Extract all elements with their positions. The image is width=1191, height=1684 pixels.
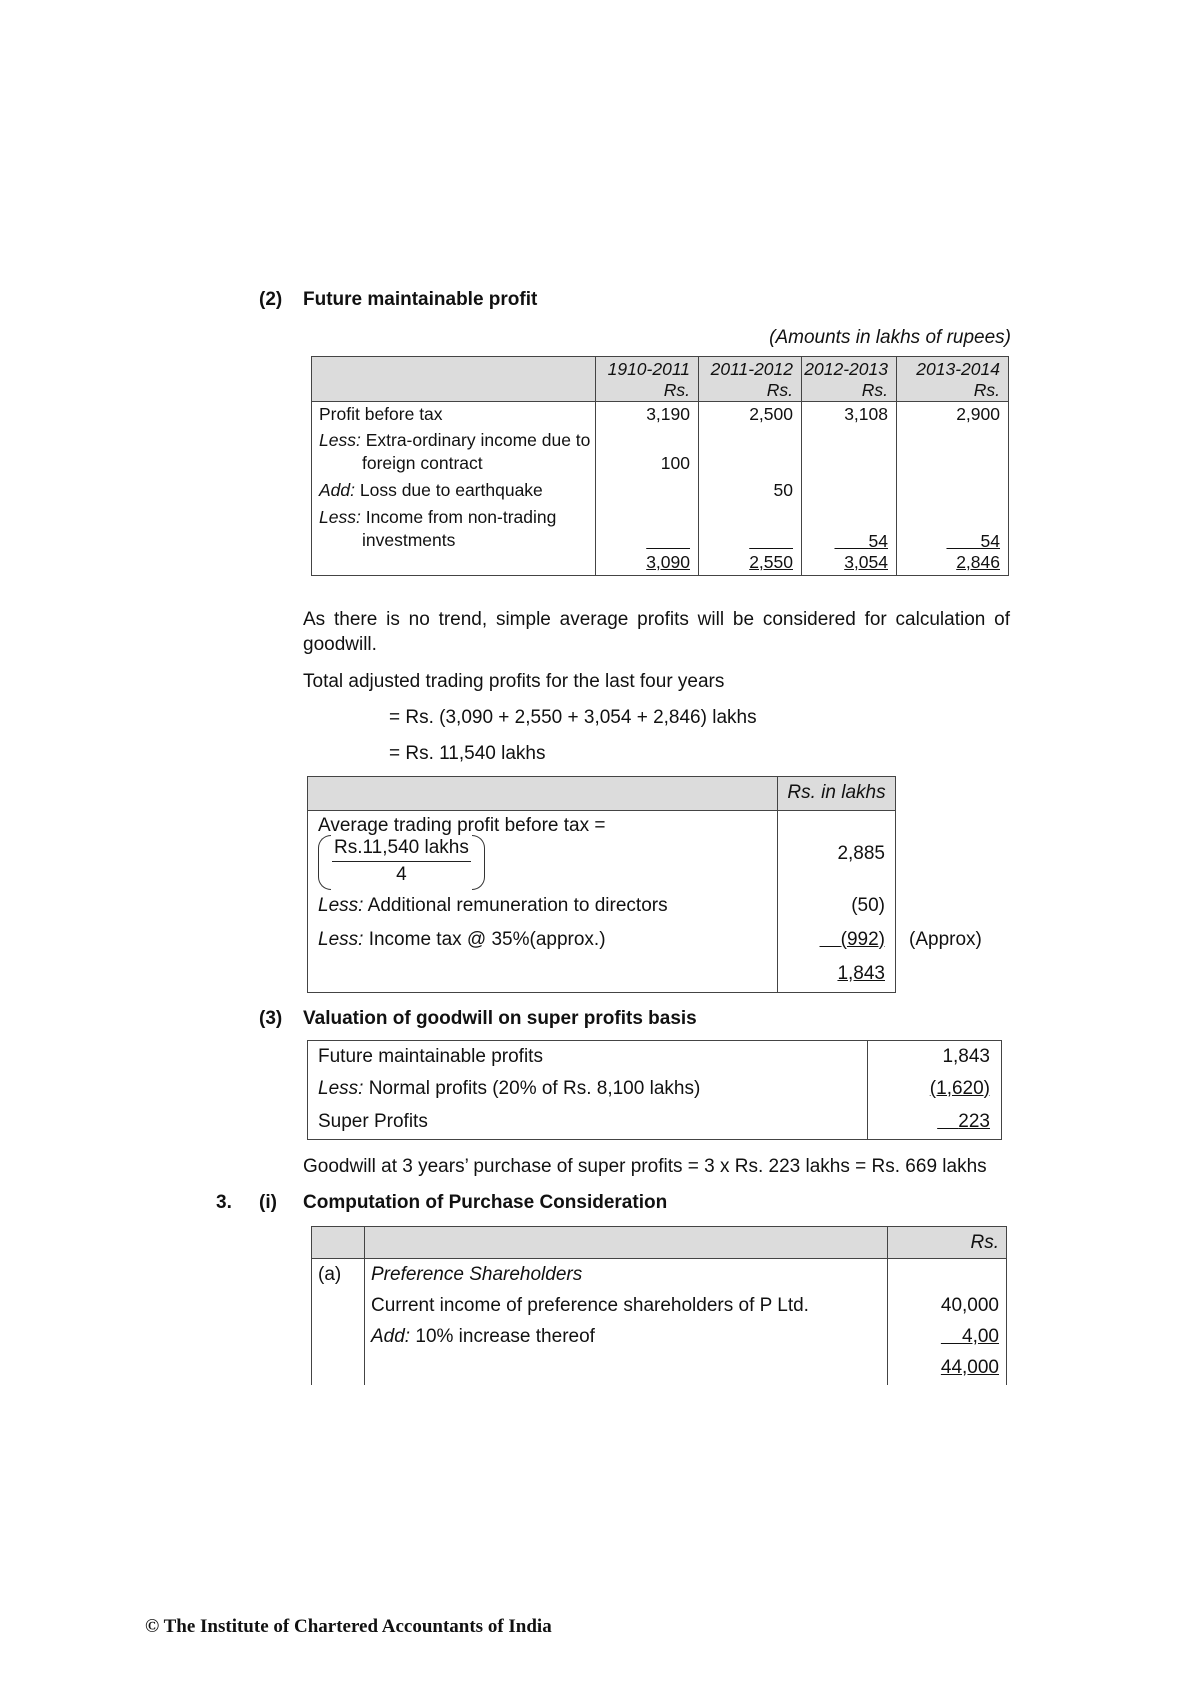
row-label: Income tax @ 35%(approx.) [368,928,606,950]
table-row [312,501,1009,552]
super-profits-table [307,1040,1002,1140]
row-label: Extra-ordinary income due to [365,430,591,450]
row-label: Normal profits (20% of Rs. 8,100 lakhs) [368,1077,701,1099]
cell-value: 3,190 [596,402,699,426]
question-title: Computation of Purchase Consideration [303,1192,668,1213]
total-row [308,959,896,993]
row-label: Future maintainable profits [318,1046,543,1067]
currency-header: Rs. [802,380,897,402]
cell-value: 54 [868,531,888,551]
section-2-title: Future maintainable profit [303,289,538,310]
cell-value: 50 [699,475,802,501]
remuneration-value: (50) [778,891,896,925]
footer-copyright: © The Institute of Chartered Accountants of India [145,1616,552,1637]
row-value: 40,000 [888,1290,1007,1322]
row-prefix: Less: [318,894,364,916]
average-label: Average trading profit before tax = [318,815,606,837]
row-value: 223 [958,1110,990,1132]
table-row [308,1041,1002,1074]
table-row [312,402,1009,426]
currency-header: Rs. [699,380,802,402]
row-prefix: Less: [319,507,361,527]
row-value: 1,843 [868,1041,1002,1074]
table-row [312,425,1009,475]
table-row [308,1107,1002,1140]
row-label: Income from non-trading [365,507,557,527]
equation-line-2: = Rs. 11,540 lakhs [389,743,546,764]
row-label: Additional remuneration to directors [367,894,668,916]
total-value: 2,846 [956,552,1000,572]
item-label: (a) [318,1264,342,1285]
fraction-denominator: 4 [396,864,407,886]
question-number: 3. [216,1192,232,1213]
goodwill-text: Goodwill at 3 years’ purchase of super profits = 3 x Rs. 223 lakhs = Rs. 669 lakhs [303,1156,987,1177]
year-header: 2013-2014 [897,357,1009,381]
year-header-row [312,357,1009,381]
totals-row [312,552,1009,576]
currency-header-row [312,380,1009,402]
year-header: 1910-2011 [596,357,699,381]
row-value: 4,00 [962,1325,999,1347]
year-header: 2012-2013 [802,357,897,381]
fraction [318,837,485,886]
rs-header: Rs. [888,1227,1007,1259]
section-3-title: Valuation of goodwill on super profits basis [303,1008,697,1029]
average-profit-table [307,776,896,993]
average-value: 2,885 [778,811,896,891]
right-paren [472,835,485,890]
total-value: 3,090 [646,552,690,572]
total-value: 2,550 [749,552,793,572]
amounts-note: (Amounts in lakhs of rupees) [769,327,1011,348]
table-row [312,475,1009,501]
future-profit-table [311,356,1009,576]
tax-value: (992) [840,928,885,950]
section-3-number: (3) [259,1008,283,1029]
remuneration-row [308,891,896,925]
trend-paragraph: As there is no trend, simple average profits will be considered for calculation of goodwill. [303,609,1010,655]
currency-header: Rs. [596,380,699,402]
left-paren [318,835,331,890]
equation-line-1: = Rs. (3,090 + 2,550 + 3,054 + 2,846) lakhs [389,707,757,728]
total-row [312,1354,1007,1385]
total-value: 44,000 [940,1356,999,1378]
table-row [312,1322,1007,1354]
cell-value: 2,900 [897,402,1009,426]
row-label: Profit before tax [319,404,443,424]
cell-value: 3,108 [802,402,897,426]
average-row [308,811,896,891]
rs-lakhs-header: Rs. in lakhs [778,777,896,811]
total-value: 3,054 [844,552,888,572]
row-prefix: Less: [318,1077,364,1099]
currency-header: Rs. [897,380,1009,402]
tax-row [308,925,896,959]
row-prefix: Less: [318,928,364,950]
row-label: Loss due to earthquake [359,480,543,500]
header-row [312,1227,1007,1259]
average-total: 1,843 [837,962,885,984]
row-label-cont: foreign contract [362,453,483,473]
row-prefix: Add: [371,1325,411,1347]
approx-note: (Approx) [909,929,982,950]
year-header: 2011-2012 [699,357,802,381]
item-title: Preference Shareholders [365,1259,888,1290]
row-value: (1,620) [929,1077,990,1099]
row-label-cont: investments [362,530,456,550]
question-sub-number: (i) [259,1192,277,1213]
row-label: Super Profits [318,1110,428,1132]
purchase-consideration-table [311,1226,1007,1385]
section-2-number: (2) [259,289,283,310]
row-label: Current income of preference shareholders of P Ltd. [365,1290,888,1322]
row-label: 10% increase thereof [415,1325,595,1347]
table-row [308,1074,1002,1107]
table-row [312,1290,1007,1322]
row-prefix: Add: [319,480,355,500]
cell-value: 100 [596,425,699,475]
cell-value: 2,500 [699,402,802,426]
header-row [308,777,896,811]
table-row [312,1259,1007,1290]
cell-value: 54 [980,531,1000,551]
row-prefix: Less: [319,430,361,450]
fraction-numerator: Rs.11,540 lakhs [332,837,471,862]
total-profits-text: Total adjusted trading profits for the last four years [303,671,725,692]
